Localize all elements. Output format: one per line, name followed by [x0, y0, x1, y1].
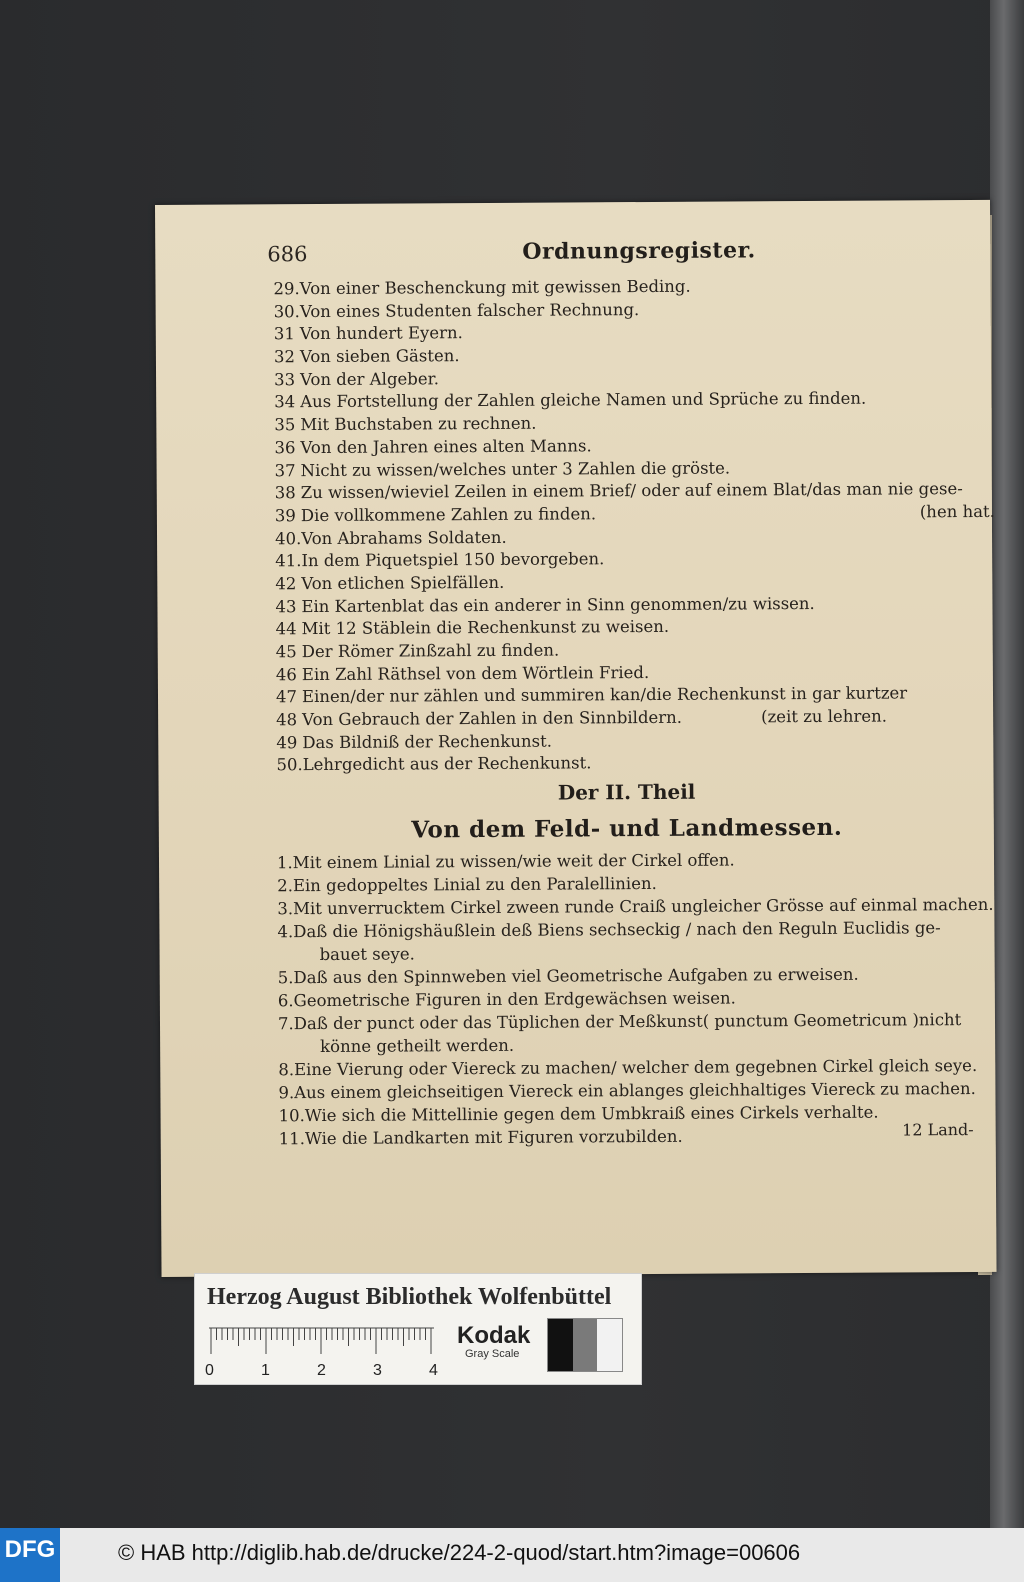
section-heading: Der II. Theil: [557, 779, 696, 805]
entry-number: 6.: [277, 991, 294, 1011]
entry-number: 50.: [276, 755, 303, 775]
entry-number: 29.: [273, 279, 300, 299]
entry-number: 3.: [277, 899, 294, 919]
register-entry: [279, 1123, 979, 1150]
entry-number: 43: [275, 596, 297, 616]
entry-text: Aus einem gleichseitigen Viereck ein ablanges gleichhaltiges Viereck zu machen.: [294, 1079, 976, 1103]
entry-text: Eine Vierung oder Viereck zu machen/ welcher dem gegebnen Cirkel gleich seye.: [293, 1056, 978, 1080]
entry-number: 10.: [278, 1106, 305, 1126]
ruler: [209, 1326, 439, 1358]
entry-text: Mit unverrucktem Cirkel zween runde Craiß ungleicher Grösse auf einmal machen.: [292, 895, 994, 919]
entry-text: Von hundert Eyern.: [299, 323, 463, 344]
running-title: Ordnungsregister.: [522, 237, 756, 265]
entry-number: 49: [276, 732, 298, 753]
entry-number: 7.: [277, 1014, 294, 1034]
entry-number: 37: [274, 460, 296, 480]
ruler-number: 2: [317, 1362, 326, 1379]
entry-text: In dem Piquetspiel 150 bevorgeben.: [301, 549, 605, 571]
ruler-number: 3: [373, 1362, 382, 1379]
entry-number: 40.: [274, 528, 302, 548]
entry-text: Der Römer Zinßzahl zu finden.: [301, 640, 560, 662]
entry-text: Nicht zu wissen/welches unter 3 Zahlen die gröste.: [300, 457, 731, 480]
gray-swatch: [597, 1319, 622, 1371]
entry-continuation: (zeit zu lehren.: [761, 706, 888, 727]
entry-number: 38: [274, 483, 296, 503]
entry-number: 9.: [278, 1083, 295, 1103]
color-reference-card: [194, 1273, 642, 1385]
running-head: [267, 238, 987, 272]
entry-text: Von etlichen Spielfällen.: [301, 572, 505, 594]
entry-number: 8.: [278, 1060, 295, 1080]
entry-number: 48: [276, 710, 298, 730]
entry-text: Aus Fortstellung der Zahlen gleiche Namen und Sprüche zu finden.: [300, 389, 867, 412]
gray-scale-label: Gray Scale: [465, 1348, 520, 1360]
entry-text: Daß die Hönigshäußlein deß Biens sechseckig / nach den Reguln Euclidis ge-: [293, 918, 941, 942]
entry-number: 36: [274, 437, 296, 458]
entry-number: 30.: [273, 301, 300, 321]
entry-text: Daß der punct oder das Tüplichen der Meßkunst( punctum Geometricum )nicht: [293, 1010, 962, 1034]
entry-text: Einen/der nur zählen und summiren kan/die Rechenkunst in gar kurtzer: [301, 683, 908, 707]
catchword: 12 Land-: [902, 1120, 974, 1140]
entry-number: 44: [275, 619, 297, 639]
entry-number: 2.: [277, 876, 293, 896]
entry-text: Ein Kartenblat das ein anderer in Sinn genommen/zu wissen.: [301, 593, 815, 616]
entry-text: Zu wissen/wieviel Zeilen in einem Brief/ oder auf einem Blat/das man nie gese-: [300, 479, 963, 503]
footer-bar: [0, 1528, 1024, 1582]
section-subheading: Von dem Feld- und Landmessen.: [411, 813, 843, 844]
entry-text: Daß aus den Spinnweben viel Geometrische Aufgaben zu erweisen.: [293, 964, 859, 988]
book-edge-strip: [990, 0, 1024, 1540]
entry-number: 39: [274, 506, 296, 526]
ruler-number: 1: [261, 1362, 270, 1379]
ruler-numbers: [205, 1362, 445, 1382]
entry-continuation: (hen hat.: [919, 501, 995, 522]
entry-number: 42: [275, 574, 297, 594]
entry-number: 11.: [278, 1129, 306, 1149]
entry-text: bauet seye.: [319, 944, 415, 965]
entry-number: 33: [274, 369, 296, 390]
entry-text: Von sieben Gästen.: [299, 346, 460, 367]
entry-number: 47: [275, 687, 298, 707]
entry-text: Wie sich die Mittellinie gegen dem Umbkraiß eines Cirkels verhalte.: [304, 1102, 879, 1126]
entry-number: 45: [275, 642, 297, 662]
entry-number: 46: [275, 664, 297, 684]
entry-text: Von Gebrauch der Zahlen in den Sinnbildern.: [302, 707, 683, 730]
entry-text: Von den Jahren eines alten Manns.: [300, 436, 592, 457]
entry-text: Mit einem Linial zu wissen/wie weit der Cirkel offen.: [292, 850, 735, 873]
entry-number: 1.: [276, 853, 293, 873]
gray-swatch: [548, 1319, 573, 1371]
entry-text: Von Abrahams Soldaten.: [301, 527, 507, 548]
entry-text: Das Bildniß der Rechenkunst.: [302, 731, 553, 752]
entry-text: Lehrgedicht aus der Rechenkunst.: [302, 753, 592, 775]
entry-number: 35: [274, 415, 296, 435]
entry-text: Mit 12 Stäblein die Rechenkunst zu weisen.: [301, 617, 670, 639]
gray-swatches: [547, 1318, 623, 1372]
entry-text: Wie die Landkarten mit Figuren vorzubilden.: [304, 1126, 683, 1149]
kodak-brand: Kodak: [457, 1322, 531, 1349]
entry-text: Ein gedoppeltes Linial zu den Paralellinien.: [292, 874, 657, 896]
dfg-logo: DFG: [0, 1528, 60, 1582]
ruler-number: 0: [205, 1362, 214, 1379]
gray-swatch: [573, 1319, 598, 1371]
entry-text: Mit Buchstaben zu rechnen.: [300, 413, 537, 435]
footer-credit: © HAB http://diglib.hab.de/drucke/224-2-quod/start.htm?image=00606: [118, 1540, 801, 1565]
page-number: 686: [267, 242, 308, 267]
library-title: Herzog August Bibliothek Wolfenbüttel: [207, 1284, 612, 1310]
entry-number: 5.: [277, 968, 294, 988]
entry-text: Ein Zahl Räthsel von dem Wörtlein Fried.: [301, 662, 650, 684]
entry-text: Von der Algeber.: [300, 369, 439, 389]
entry-text: Von einer Beschenckung mit gewissen Beding.: [299, 276, 691, 299]
entry-text: könne getheilt werden.: [320, 1035, 515, 1057]
register-entries: [273, 274, 995, 1150]
entry-number: 32: [273, 347, 295, 367]
entry-number: 41.: [275, 551, 302, 571]
entry-text: Die vollkommene Zahlen zu finden.: [300, 504, 597, 525]
entry-text: Von eines Studenten falscher Rechnung.: [299, 299, 640, 321]
entry-number: 4.: [277, 922, 294, 942]
entry-number: 31: [273, 324, 295, 344]
book-page: [155, 200, 997, 1277]
entry-text: Geometrische Figuren in den Erdgewächsen weisen.: [293, 988, 736, 1011]
ruler-number: 4: [429, 1362, 438, 1379]
entry-number: 34: [274, 392, 296, 412]
